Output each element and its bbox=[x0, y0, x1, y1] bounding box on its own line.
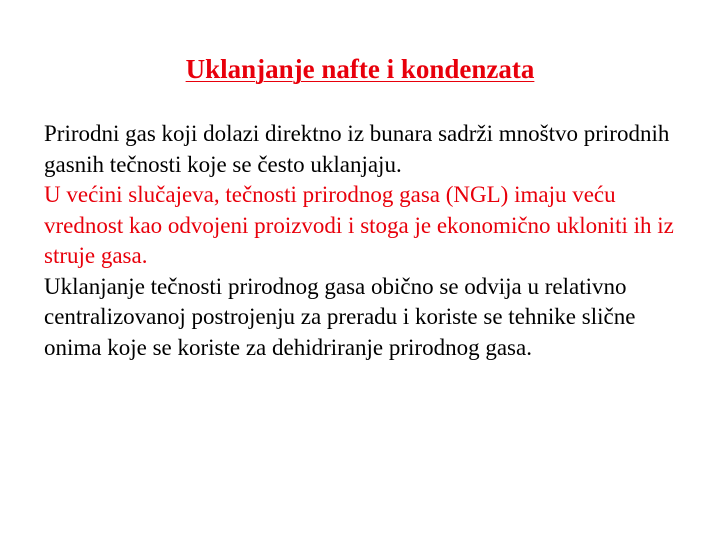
paragraph-ngl-value: U većini slučajeva, tečnosti prirodnog gasa (NGL) imaju veću vrednost kao odvojeni proizvodi i stoga je ekonomično ukloniti ih iz struje gasa. bbox=[44, 182, 674, 268]
slide-body bbox=[44, 119, 694, 363]
paragraph-processing: Uklanjanje tečnosti prirodnog gasa obično se odvija u relativno centralizovanoj postrojenju za preradu i koriste se tehnike slične onima koje se koriste za dehidriranje prirodnog gasa. bbox=[44, 273, 636, 360]
paragraph-intro: Prirodni gas koji dolazi direktno iz bunara sadrži mnoštvo prirodnih gasnih tečnosti koje se često uklanjaju. bbox=[44, 121, 670, 177]
slide-title: Uklanjanje nafte i kondenzata bbox=[185, 54, 535, 84]
